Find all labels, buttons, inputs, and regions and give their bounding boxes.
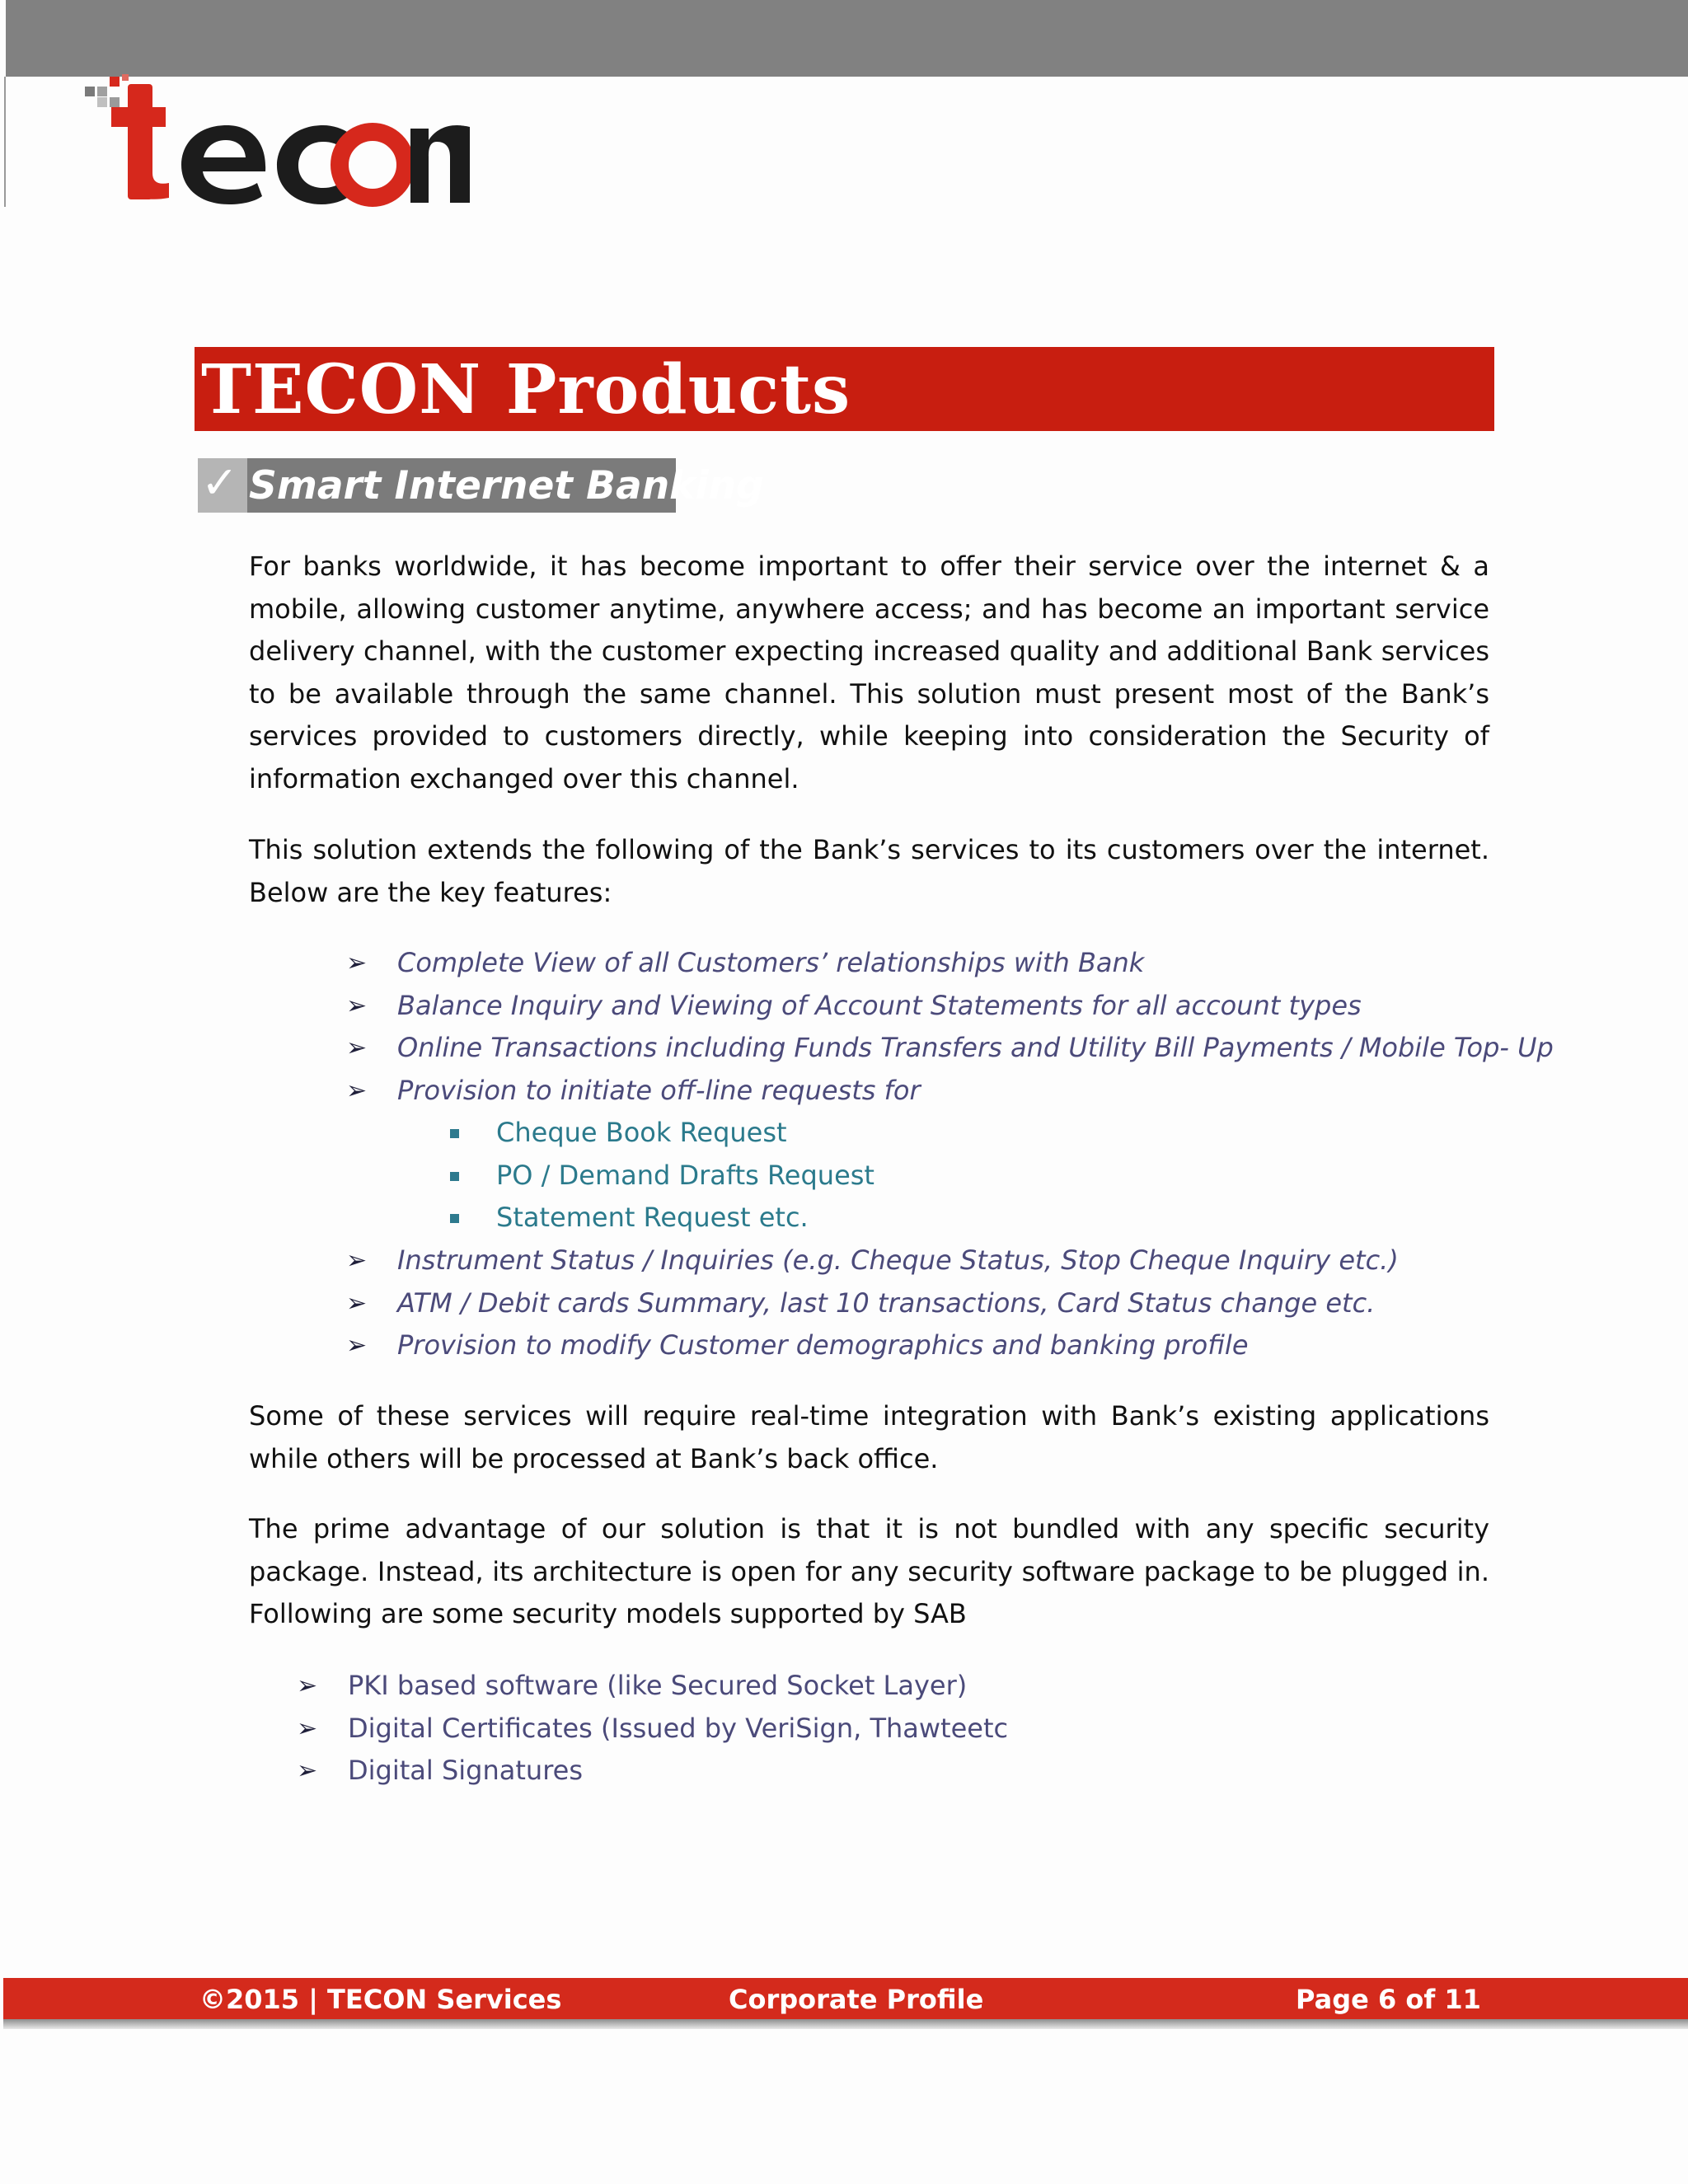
footer-copyright: ©2015 | TECON Services	[199, 1984, 562, 2015]
top-header-bar	[6, 0, 1688, 77]
section-heading: Smart Internet Banking	[249, 463, 764, 509]
left-margin-rule	[4, 77, 6, 207]
square-bullet-icon	[450, 1172, 459, 1181]
arrow-bullet-icon: ➢	[346, 949, 368, 977]
page-title-banner	[195, 347, 1494, 431]
features-intro-paragraph: This solution extends the following of the Bank’s services to its customers over the internet. Below are the key features:	[249, 834, 1489, 908]
footer-page-number: Page 6 of 11	[1296, 1984, 1481, 2015]
page-title: TECON Products	[201, 350, 851, 429]
security-paragraph: The prime advantage of our solution is that it is not bundled with any specific security package. Instead, its architecture is open for any security software package to be plugged in. Following are some security models supported by SAB	[249, 1513, 1489, 1629]
arrow-bullet-icon: ➢	[297, 1671, 318, 1700]
arrow-bullet-icon: ➢	[346, 1076, 368, 1105]
footer-shadow	[3, 2019, 1688, 2029]
section-heading-bar	[247, 458, 764, 513]
arrow-bullet-icon: ➢	[297, 1713, 318, 1743]
intro-paragraph: For banks worldwide, it has become important to offer their service over the internet & a mobile, allowing customer anytime, anywhere access; and has become an important service delivery channel, with the customer expecting increased quality and additional Bank services to be available through the same channel. This solution must present most of the Bank’s services provided to customers directly, while keeping into consideration the Security of information exchanged over this channel.	[249, 551, 1489, 794]
arrow-bullet-icon: ➢	[346, 1246, 368, 1275]
arrow-bullet-icon: ➢	[346, 1331, 368, 1360]
arrow-bullet-icon: ➢	[346, 1288, 368, 1318]
integration-paragraph: Some of these services will require real-time integration with Bank’s existing applications while others will be processed at Bank’s back office.	[249, 1400, 1489, 1474]
square-bullet-icon	[450, 1214, 459, 1223]
footer-document-title: Corporate Profile	[729, 1984, 984, 2015]
check-icon: ✓	[198, 458, 247, 513]
footer-bar	[3, 1978, 1688, 2019]
arrow-bullet-icon: ➢	[346, 1033, 368, 1062]
arrow-bullet-icon: ➢	[297, 1756, 318, 1785]
square-bullet-icon	[450, 1129, 459, 1138]
arrow-bullet-icon: ➢	[346, 991, 368, 1020]
tecon-logo	[82, 74, 470, 214]
